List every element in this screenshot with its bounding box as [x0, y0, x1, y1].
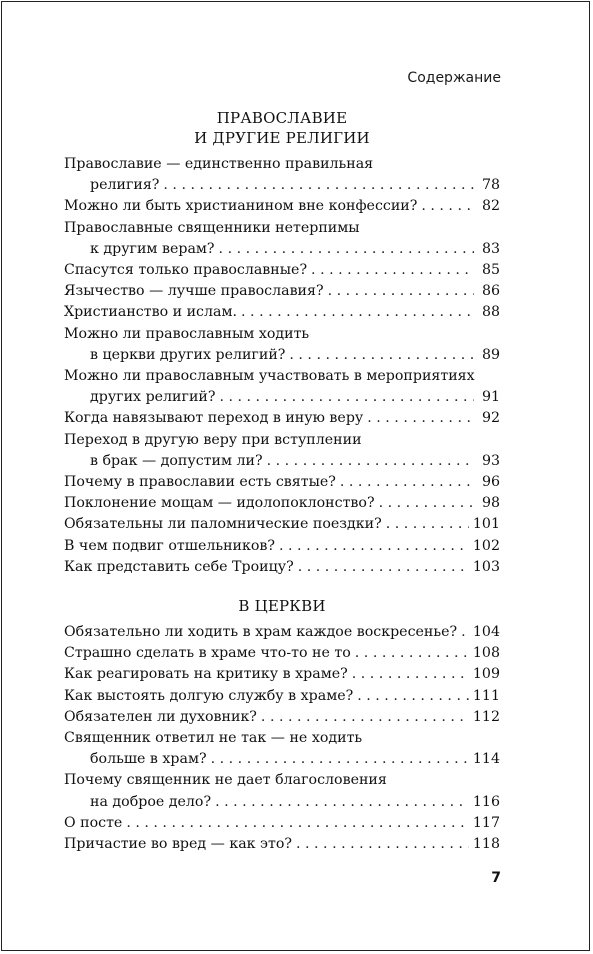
toc-entry-list [64, 622, 500, 855]
dot-leader [355, 643, 469, 664]
dot-leader [219, 387, 474, 408]
section-title-line: В ЦЕРКВИ [238, 597, 326, 616]
toc-entry-row [64, 536, 500, 557]
toc-entry [64, 472, 500, 493]
dot-leader [340, 472, 474, 493]
toc-entry [64, 514, 500, 535]
toc-page-number: 104 [472, 624, 500, 641]
dot-leader [421, 196, 474, 217]
toc-entry [64, 834, 500, 855]
toc-entry-row [64, 749, 500, 770]
dot-leader [211, 749, 469, 770]
toc-page-number: 98 [481, 495, 500, 512]
toc-entry-row [64, 239, 500, 260]
toc-entry-title: Обязательно ли ходить в храм каждое воскресенье? [64, 624, 458, 641]
toc-entry-title: на доброе дело? [90, 793, 212, 810]
toc-entry-row [64, 387, 500, 408]
toc-entry-row [64, 260, 500, 281]
toc-entry [64, 557, 500, 578]
toc-page-number: 103 [472, 558, 500, 575]
toc-entry-title-line: Священник ответил не так — не ходить [64, 730, 363, 747]
toc-entry [64, 536, 500, 557]
toc-entry-row [64, 281, 500, 302]
dot-leader [289, 345, 474, 366]
toc-entry-list [64, 154, 500, 578]
toc-page-number: 109 [472, 666, 500, 683]
toc-entry [64, 770, 500, 812]
table-of-contents [64, 108, 500, 855]
toc-entry [64, 664, 500, 685]
dot-leader [215, 792, 469, 813]
dot-leader [126, 813, 469, 834]
dot-leader [379, 493, 474, 514]
dot-leader [461, 622, 469, 643]
toc-entry [64, 218, 500, 260]
toc-entry-title: других религий? [90, 389, 216, 406]
toc-entry [64, 408, 500, 429]
toc-entry-title: Страшно сделать в храме что-то не то [64, 645, 351, 662]
dot-leader [296, 834, 469, 855]
toc-entry-row [64, 493, 500, 514]
toc-page-number: 86 [481, 283, 500, 300]
toc-entry [64, 813, 500, 834]
toc-entry [64, 622, 500, 643]
toc-page-number: 78 [481, 177, 500, 194]
toc-entry-row [64, 408, 500, 429]
toc-entry-row [64, 622, 500, 643]
toc-entry-row [64, 686, 500, 707]
toc-entry-title: Христианство и ислам. [64, 304, 238, 321]
toc-entry-title: больше в храм? [90, 751, 207, 768]
toc-entry-title-line: Православные священники нетерпимы [64, 219, 360, 236]
toc-entry-row [64, 302, 500, 323]
toc-entry-title-line: Можно ли православным ходить [64, 325, 310, 342]
toc-page-number: 101 [472, 516, 500, 533]
toc-entry-row [64, 345, 500, 366]
toc-entry [64, 260, 500, 281]
section-title-line: И ДРУГИЕ РЕЛИГИИ [194, 129, 370, 147]
toc-entry [64, 366, 500, 408]
toc-entry-row [64, 643, 500, 664]
toc-entry [64, 707, 500, 728]
toc-entry-title: Как реагировать на критику в храме? [64, 666, 348, 683]
toc-entry [64, 324, 500, 366]
toc-entry-title: Обязательны ли паломнические поездки? [64, 516, 382, 533]
toc-entry-title-line: Можно ли православным участвовать в мероприятиях [64, 368, 475, 385]
toc-entry [64, 728, 500, 770]
dot-leader [219, 239, 474, 260]
dot-leader [241, 302, 474, 323]
toc-entry-row [64, 451, 500, 472]
toc-page-number: 118 [472, 836, 500, 853]
dot-leader [328, 281, 474, 302]
toc-entry [64, 154, 500, 196]
toc-entry-row [64, 557, 500, 578]
toc-entry [64, 302, 500, 323]
toc-entry [64, 196, 500, 217]
toc-page-number: 93 [481, 452, 500, 469]
dot-leader [163, 175, 474, 196]
toc-entry-row [64, 514, 500, 535]
dot-leader [367, 408, 474, 429]
section-title [64, 596, 500, 616]
toc-entry-row [64, 792, 500, 813]
toc-entry-row [64, 664, 500, 685]
toc-entry-title: Обязателен ли духовник? [64, 708, 257, 725]
toc-page-number: 82 [481, 198, 500, 215]
toc-entry-title: Когда навязывают переход в иную веру [64, 410, 364, 427]
dot-leader [261, 707, 469, 728]
dot-leader [279, 536, 469, 557]
toc-page-number: 117 [472, 814, 500, 831]
toc-entry-title: в брак — допустим ли? [90, 452, 263, 469]
dot-leader [311, 260, 474, 281]
toc-entry-title-line: Почему священник не дает благословения [64, 772, 387, 789]
toc-page-number: 96 [481, 474, 500, 491]
toc-entry-row [64, 834, 500, 855]
toc-entry [64, 493, 500, 514]
toc-page-number: 88 [481, 304, 500, 321]
dot-leader [298, 557, 469, 578]
dot-leader [357, 686, 469, 707]
toc-entry-title: Как представить себе Троицу? [64, 558, 294, 575]
section-title-line: ПРАВОСЛАВИЕ [216, 109, 348, 127]
toc-entry-title: Спасутся только православные? [64, 262, 308, 279]
toc-entry [64, 643, 500, 664]
toc-entry-title: Как выстоять долгую службу в храме? [64, 687, 354, 704]
toc-page-number: 85 [481, 262, 500, 279]
toc-entry-row [64, 175, 500, 196]
section-title [64, 108, 500, 148]
toc-page-number: 83 [481, 240, 500, 257]
toc-entry-title: в церкви других религий? [90, 346, 286, 363]
toc-entry-title: Причастие во вред — как это? [64, 836, 292, 853]
toc-page-number: 91 [481, 389, 500, 406]
toc-entry-title: Поклонение мощам — идолопоклонство? [64, 495, 375, 512]
toc-entry-row [64, 707, 500, 728]
toc-entry-row [64, 472, 500, 493]
toc-entry [64, 430, 500, 472]
toc-entry-title: Можно ли быть христианином вне конфессии? [64, 198, 418, 215]
toc-page-number: 112 [472, 708, 500, 725]
toc-entry [64, 281, 500, 302]
toc-page-number: 114 [472, 751, 500, 768]
dot-leader [267, 451, 474, 472]
page-number: 7 [491, 870, 501, 886]
toc-page-number: 92 [481, 410, 500, 427]
toc-entry-title: к другим верам? [90, 240, 215, 257]
toc-entry-title: Язычество — лучше православия? [64, 283, 324, 300]
toc-entry-row [64, 196, 500, 217]
dot-leader [386, 514, 469, 535]
toc-entry-title: Почему в православии есть святые? [64, 474, 336, 491]
toc-entry-row [64, 813, 500, 834]
toc-entry [64, 686, 500, 707]
toc-entry-title-line: Переход в другую веру при вступлении [64, 431, 362, 448]
toc-page-number: 108 [472, 645, 500, 662]
dot-leader [352, 664, 469, 685]
toc-entry-title: О посте [64, 814, 123, 831]
toc-entry-title: В чем подвиг отшельников? [64, 537, 276, 554]
toc-entry-title: религия? [90, 177, 160, 194]
toc-page-number: 89 [481, 346, 500, 363]
running-head: Содержание [407, 70, 501, 86]
toc-page-number: 102 [472, 537, 500, 554]
toc-page-number: 111 [472, 687, 500, 704]
toc-page-number: 116 [472, 793, 500, 810]
toc-entry-title-line: Православие — единственно правильная [64, 156, 374, 172]
